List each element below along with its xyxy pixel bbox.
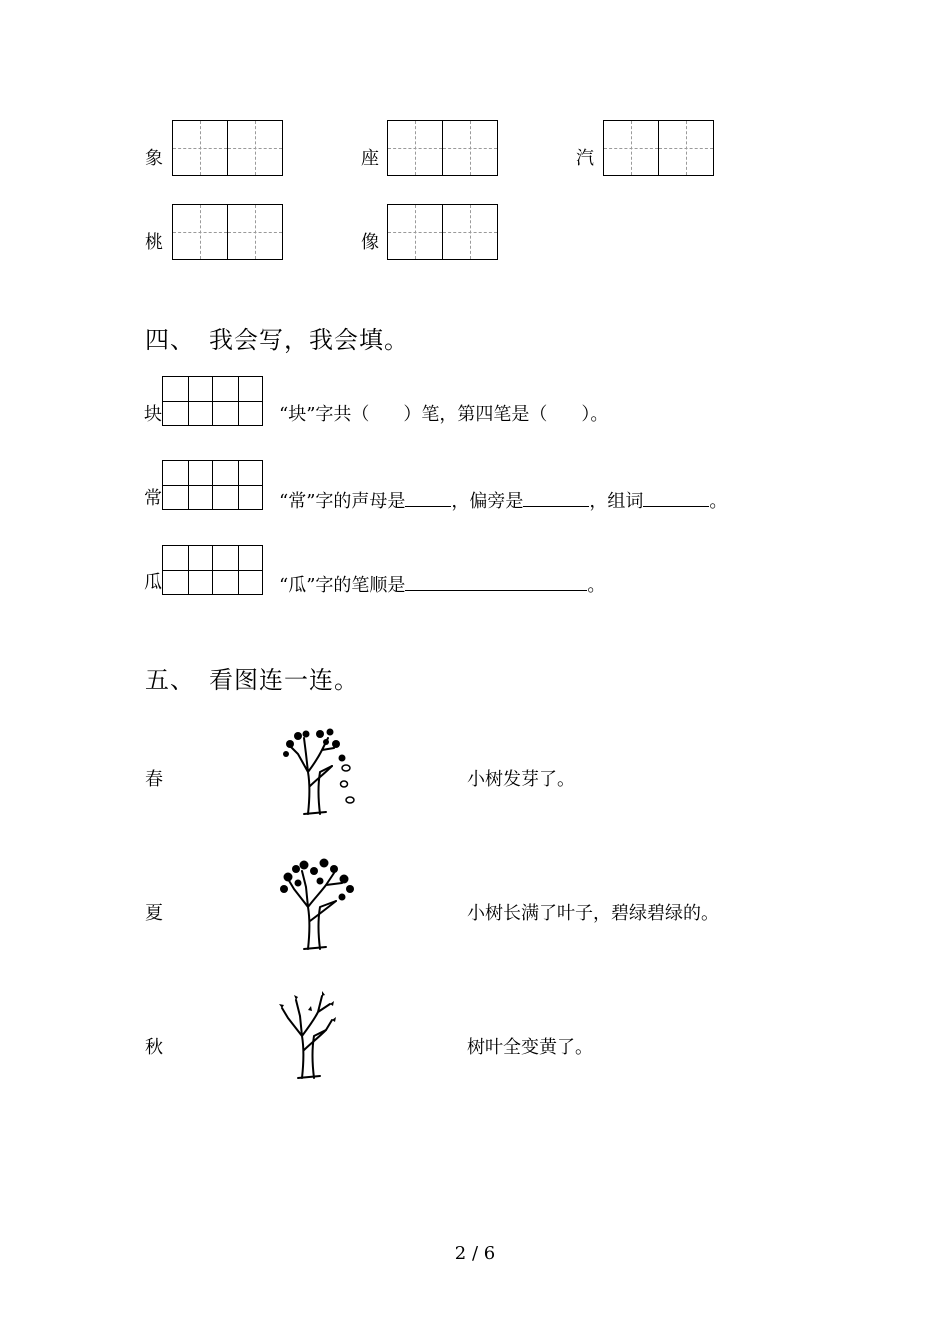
page-number: 2 / 6 xyxy=(454,1243,496,1264)
answer-blank[interactable] xyxy=(643,489,709,507)
tree-full-leaves-icon[interactable] xyxy=(280,857,362,951)
writing-box[interactable] xyxy=(387,204,498,260)
char-label: 桃 xyxy=(145,232,163,253)
char-label: 瓜 xyxy=(144,572,162,593)
char-label: 常 xyxy=(144,488,162,509)
section-title: 看图连一连。 xyxy=(209,666,359,694)
section-number: 四、 xyxy=(145,326,195,354)
season-label[interactable]: 春 xyxy=(145,769,163,790)
char-label: 汽 xyxy=(576,148,594,169)
char-label: 象 xyxy=(145,148,163,169)
writing-box[interactable] xyxy=(162,545,263,595)
answer-blank[interactable] xyxy=(405,489,451,507)
section-title: 我会写，我会填。 xyxy=(209,326,409,354)
tree-falling-leaves-icon[interactable] xyxy=(280,724,362,816)
char-label: 像 xyxy=(361,232,379,253)
description-text[interactable]: 树叶全变黄了。 xyxy=(467,1037,593,1058)
answer-blank[interactable] xyxy=(405,573,587,591)
char-label: 块 xyxy=(144,404,162,425)
description-text[interactable]: 小树长满了叶子，碧绿碧绿的。 xyxy=(467,903,719,924)
section-5-heading xyxy=(145,666,359,694)
season-label[interactable]: 夏 xyxy=(145,903,163,924)
writing-box[interactable] xyxy=(172,204,283,260)
tree-sprouting-icon[interactable] xyxy=(278,990,354,1080)
question-text: “瓜”字的笔顺是 。 xyxy=(279,575,606,596)
writing-box[interactable] xyxy=(162,376,263,426)
question-text: “块”字共（ ）笔，第四笔是（ ）。 xyxy=(279,404,609,425)
season-label[interactable]: 秋 xyxy=(145,1037,163,1058)
writing-box[interactable] xyxy=(603,120,714,176)
question-text: “常”字的声母是 ，偏旁是 ，组词 。 xyxy=(279,491,728,512)
writing-box[interactable] xyxy=(172,120,283,176)
section-4-heading xyxy=(145,326,409,354)
writing-box[interactable] xyxy=(387,120,498,176)
section-number: 五、 xyxy=(145,666,195,694)
char-label: 座 xyxy=(361,148,379,169)
answer-blank[interactable] xyxy=(523,489,589,507)
description-text[interactable]: 小树发芽了。 xyxy=(467,769,575,790)
writing-box[interactable] xyxy=(162,460,263,510)
